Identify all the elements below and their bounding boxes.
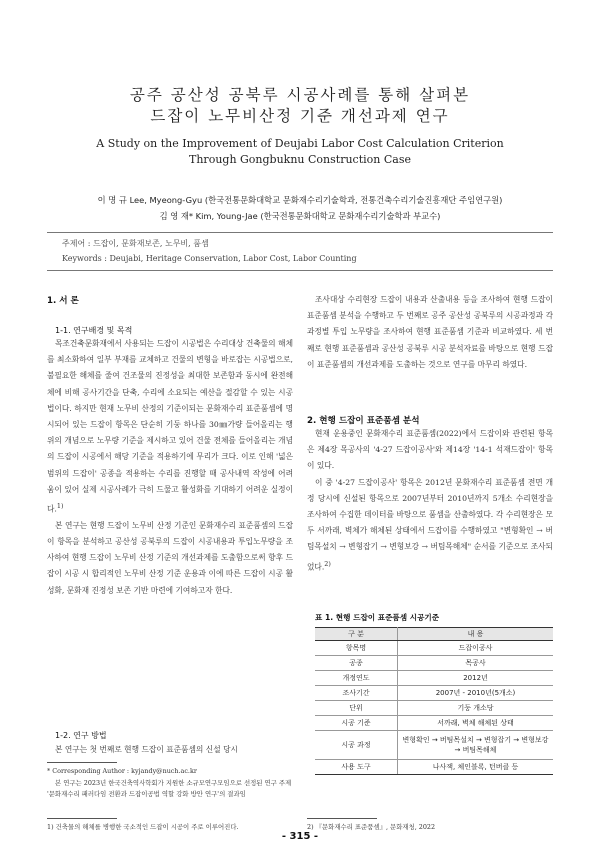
author-2: 김 영 재* Kim, Young-Jae (한국전통문화대학교 문화재수리기술학과 부교수) bbox=[159, 211, 441, 221]
section-2-heading: 2. 현행 드잡이 표준품셈 분석 bbox=[307, 416, 420, 426]
table-header-row bbox=[315, 628, 553, 641]
paragraph-1: 목조건축문화재에서 사용되는 드잡이 시공법은 수리대상 건축물의 해체를 최소화하여 일부 부재를 교체하고 건물의 변형을 바로잡는 시공법으로, 불필요한 해체를 줄여 건조물의 진정성을 최대한 보존함과 동시에 완전해체에 비해 공사기간을 단축, 수리에 소요되는 예산을 절감할 수 있는 시공법이다. 하지만 현재 노무비 산정의 기준이되는 문화재수리 표준품셈에 명시되어 있는 드잡이 항목은 단순히 기둥 하나를 30㎜가량 들어올리는 행위의 개념으로 노무량 기준을 제시하고 있어 건물 전체를 들어올리는 개념의 드잡이 시공에서 해당 기준을 적용하기에 무리가 크다. 이로 인해 '넓은 범위의 드잡이' 공종을 적용하는 수리를 진행할 때 공사내역 작성에 어려움이 있어 실제 시공사례가 극히 드물고 활성화를 기대하기 어려운 실정이다. bbox=[47, 339, 293, 514]
footnote-rule-left-2 bbox=[47, 818, 117, 819]
left-body-1 bbox=[47, 336, 293, 599]
table-row bbox=[315, 701, 553, 716]
table-row bbox=[315, 731, 553, 760]
title-en-line1: A Study on the Improvement of Deujabi Labor Cost Calculation Criterion bbox=[96, 137, 504, 150]
footnote-2: 2) 『문화재수리 표준품셈』, 문화재청, 2022 bbox=[307, 823, 436, 831]
table-cell-value: 2012년 bbox=[398, 671, 554, 686]
table-cell-key: 조사기간 bbox=[315, 686, 398, 701]
paragraph-3: 본 연구는 첫 번째로 현행 드잡이 표준품셈의 신설 당시 bbox=[55, 745, 238, 754]
table-cell-value: 변형확인 → 버팀목설치 → 변형잡기 → 변형보강 → 버팀목해체 bbox=[398, 731, 554, 760]
subsection-1-1-heading: 1-1. 연구배경 및 목적 bbox=[55, 326, 133, 335]
paragraph-2: 본 연구는 현행 드잡이 노무비 산정 기준인 문화재수리 표준품셈의 드잡이 항목을 분석하고 공산성 공북루의 드잡이 시공내용과 투입노무량을 조사하여 현행 드잡이 노무비 산정 기준의 개선과제를 도출함으로써 향후 드잡이 시공 시 합리적인 노무비 산정 기준 운용과 이에 따른 드잡이 시공 활성화, 문화재 진정성 보존 기반 마련에 기여하고자 한다. bbox=[47, 520, 293, 595]
footnote-rule-right bbox=[307, 818, 377, 819]
table-header-content: 내 용 bbox=[398, 628, 554, 641]
table-cell-value: 2007년 - 2010년(5개소) bbox=[398, 686, 554, 701]
table-row bbox=[315, 716, 553, 731]
table-row bbox=[315, 760, 553, 775]
table-row bbox=[315, 686, 553, 701]
footnote-ref-2: 2) bbox=[324, 559, 331, 568]
table-cell-key: 단위 bbox=[315, 701, 398, 716]
funding-note: 본 연구는 2023년 한국건축역사학회가 지원한 소규모연구모임으로 선정된 연구 주제 '문화재수리 패러다임 전환과 드잡이공법 역할 강화 방안 연구'의 결과임 bbox=[47, 779, 292, 798]
title-ko-line2: 드잡이 노무비산정 기준 개선과제 연구 bbox=[150, 107, 450, 125]
table-cell-key: 사용 도구 bbox=[315, 760, 398, 775]
section-1-heading: 1. 서 론 bbox=[47, 296, 79, 306]
page-number: - 315 - bbox=[281, 831, 319, 842]
table-cell-key: 시공 과정 bbox=[315, 731, 398, 760]
table-cell-value: 나사잭, 체인블록, 턴버클 등 bbox=[398, 760, 554, 775]
table-cell-key: 개정연도 bbox=[315, 671, 398, 686]
table-cell-key: 공종 bbox=[315, 656, 398, 671]
corresponding-author: * Corresponding Author : kyjandy@nuch.ac.kr bbox=[47, 767, 197, 775]
table-cell-value: 드잡이공사 bbox=[398, 641, 554, 656]
left-body-2 bbox=[47, 742, 293, 758]
paragraph-6: 이 중 '4-27 드잡이공사' 항목은 2012년 문화재수리 표준품셈 전면 개정 당시에 신설된 항목으로 2007년부터 2010년까지 5개소 수리현장을 조사하여 수집한 데이터를 바탕으로 품셈을 산출하였다. 각 수리현장은 모두 서까래, 벽체가 해체된 상태에서 드잡이를 수행하였고 "변형확인 → 버팀목설치 → 변형잡기 → 변형보강 → 버팀목해체" 순서를 기준으로 조사되었다. bbox=[307, 477, 553, 572]
paragraph-5: 현재 운용중인 문화재수리 표준품셈(2022)에서 드잡이와 관련된 항목은 제4장 목공사의 '4-27 드잡이공사'와 제14장 '14-1 석재드잡이' 항목이 있다. bbox=[307, 429, 553, 471]
keywords-ko: 주제어 : 드잡이, 문화재보존, 노무비, 품셈 bbox=[62, 239, 209, 248]
table-cell-value: 기둥 개소당 bbox=[398, 701, 554, 716]
standard-table bbox=[315, 627, 553, 775]
table-cell-key: 시공 기준 bbox=[315, 716, 398, 731]
table-row bbox=[315, 641, 553, 656]
table-cell-value: 서까래, 벽체 해체된 상태 bbox=[398, 716, 554, 731]
table-caption: 표 1. 현행 드잡이 표준품셈 시공기준 bbox=[315, 613, 440, 622]
subsection-1-2-heading: 1-2. 연구 방법 bbox=[55, 731, 107, 740]
table-cell-value: 목공사 bbox=[398, 656, 554, 671]
footnote-ref-1: 1) bbox=[56, 502, 64, 511]
author-1: 이 명 규 Lee, Myeong-Gyu (한국전통문화대학교 문화재수리기술학과, 전통건축수리기술진흥재단 주임연구원) bbox=[97, 195, 503, 205]
title-ko-line1: 공주 공산성 공북루 시공사례를 통해 살펴본 bbox=[129, 86, 471, 104]
table-row bbox=[315, 671, 553, 686]
keywords-top-rule bbox=[47, 232, 553, 233]
right-body-2 bbox=[307, 426, 553, 575]
paragraph-4: 조사대상 수리현장 드잡이 내용과 산출내용 등을 조사하여 현행 드잡이 표준품셈 분석을 수행하고 두 번째로 공주 공산성 공북루의 시공과정과 각 과정별 투입 노무량을 조사하여 현행 표준품셈 기준과 비교하였다. 세 번째로 현행 표준품셈과 공산성 공북루 시공 분석자료를 바탕으로 현행 드잡이 표준품셈의 개선과제를 도출하는 것으로 연구를 마무리 하였다. bbox=[307, 295, 553, 369]
keywords-en: Keywords : Deujabi, Heritage Conservation, Labor Cost, Labor Counting bbox=[62, 254, 357, 263]
footnote-1: 1) 건축물의 해체를 병행한 국소적인 드잡이 시공이 주로 이루어진다. bbox=[47, 823, 239, 831]
keywords-bottom-rule bbox=[47, 270, 553, 271]
table-cell-key: 항목명 bbox=[315, 641, 398, 656]
table-row bbox=[315, 656, 553, 671]
footnote-rule-left bbox=[47, 762, 117, 763]
right-body-1 bbox=[307, 292, 553, 373]
table-header-category: 구 분 bbox=[315, 628, 398, 641]
title-en-line2: Through Gongbuknu Construction Case bbox=[189, 153, 411, 166]
